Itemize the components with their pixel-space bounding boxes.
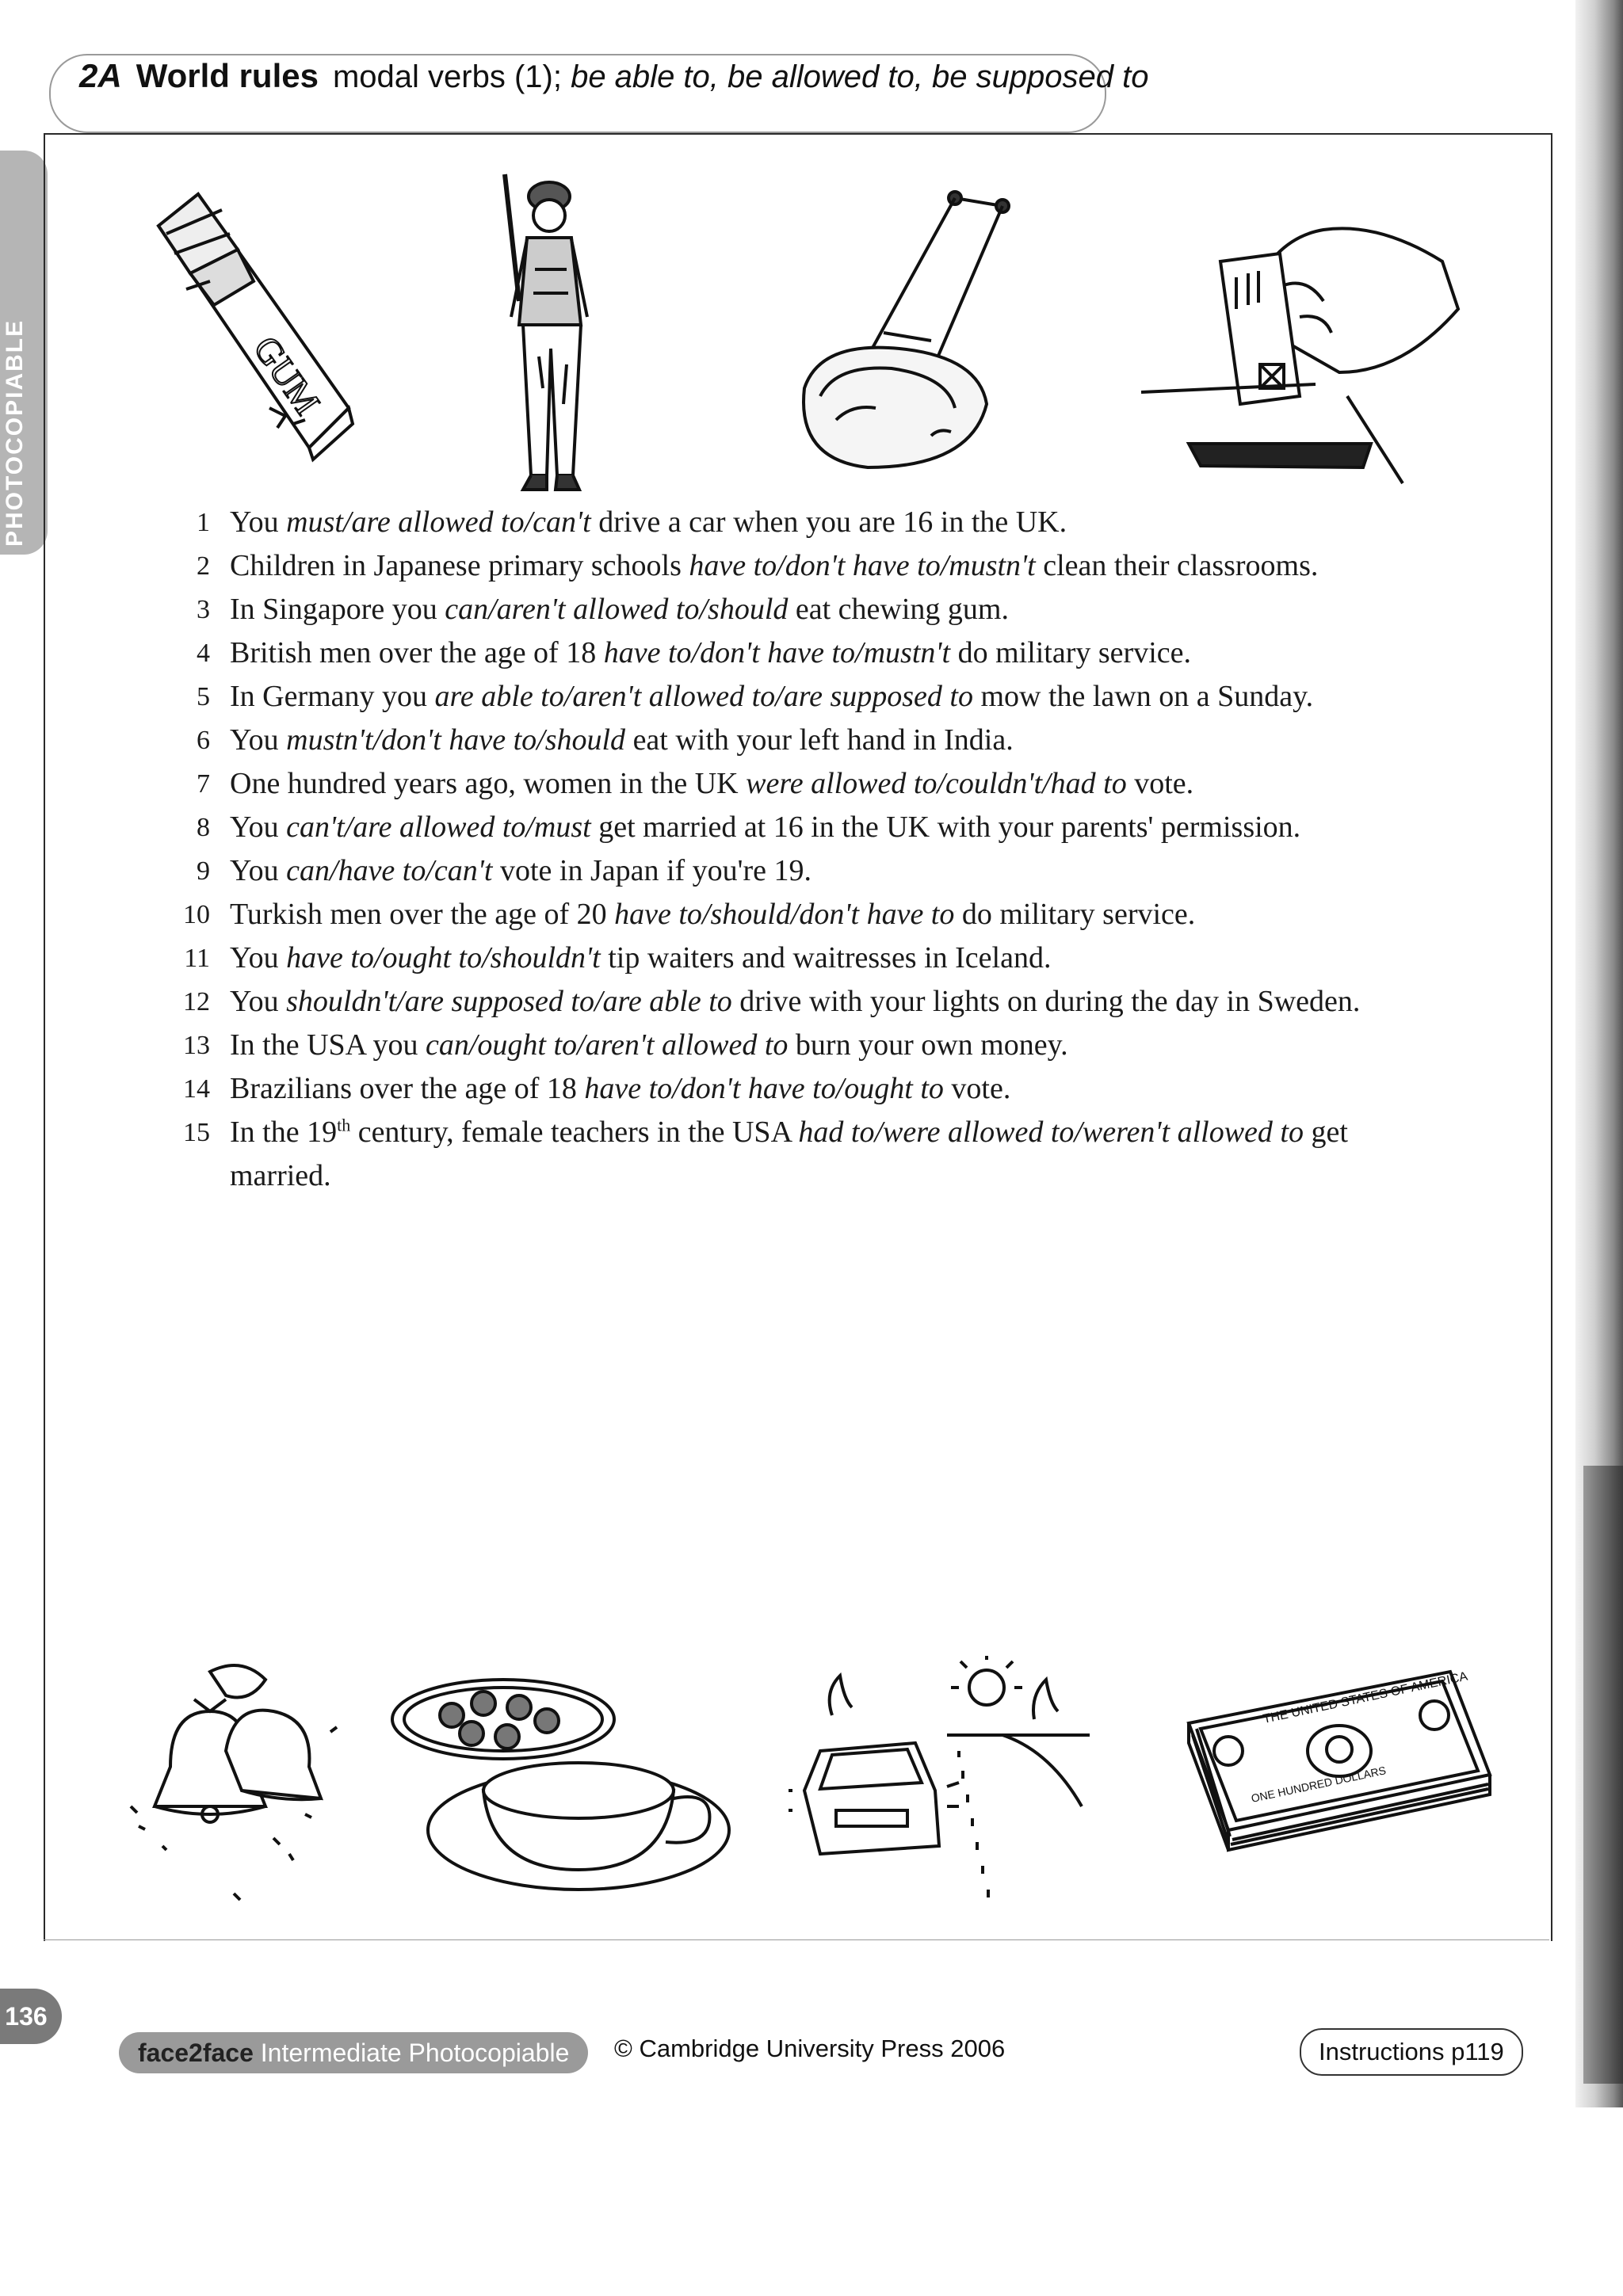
exercise-list (135, 501, 1403, 1198)
exercise-item (135, 936, 1403, 980)
item-number: 14 (183, 1074, 210, 1104)
copyright-notice: © Cambridge University Press 2006 (614, 2035, 1006, 2062)
sentence-text: You (230, 854, 287, 887)
answer-options: are able to/aren't allowed to/are supposed to (434, 680, 973, 713)
answer-options: have to/ought to/shouldn't (286, 941, 601, 974)
item-number: 9 (197, 856, 210, 886)
page-number: 136 (0, 1989, 62, 2044)
frame-divider (44, 1939, 1549, 1940)
superscript: th (337, 1115, 351, 1135)
answer-options: can/aren't allowed to/should (445, 593, 789, 626)
sentence-text: eat chewing gum. (788, 593, 1009, 626)
answer-options: have to/don't have to/mustn't (689, 549, 1036, 582)
sentence-text: In the USA you (230, 1028, 426, 1062)
sentence-text: Children in Japanese primary schools (230, 549, 689, 582)
sentence-text: tip waiters and waitresses in Iceland. (600, 941, 1052, 974)
sentence-text: You (230, 810, 287, 844)
exercise-item (135, 806, 1403, 849)
svg-text:GUM: GUM (246, 329, 328, 422)
exercise-item (135, 588, 1403, 631)
answer-options: had to/were allowed to/weren't allowed to (798, 1116, 1304, 1149)
dollar-bills-illustration (1181, 1664, 1498, 1862)
sentence-text: You (230, 941, 287, 974)
exercise-item (135, 762, 1403, 806)
page-title: World rules (136, 57, 319, 94)
sentence-text: eat with your left hand in India. (625, 723, 1014, 757)
answer-options: have to/don't have to/ought to (584, 1072, 944, 1105)
exercise-item (135, 675, 1403, 719)
unit-code: 2A (79, 57, 122, 94)
side-tab-label: PHOTOCOPIABLE (2, 318, 28, 547)
exercise-item (135, 1111, 1403, 1198)
item-number: 6 (197, 726, 210, 755)
item-number: 4 (197, 639, 210, 668)
sentence-text: British men over the age of 18 (230, 636, 604, 669)
item-number: 8 (197, 813, 210, 842)
sentence-text: vote. (1126, 767, 1194, 800)
instructions-reference: Instructions p119 (1300, 2028, 1523, 2076)
sentence-text: You (230, 985, 287, 1018)
item-number: 10 (183, 900, 210, 929)
sentence-text: In Germany you (230, 680, 435, 713)
sentence-text: vote. (943, 1072, 1011, 1105)
sentence-text: do military service. (950, 636, 1191, 669)
item-number: 1 (197, 508, 210, 537)
sentence-text: You (230, 505, 287, 539)
svg-text:THE UNITED STATES OF AMERICA: THE UNITED STATES OF AMERICA (1262, 1669, 1469, 1726)
exercise-item (135, 849, 1403, 893)
sentence-text: get married. (230, 1116, 1348, 1192)
sentence-text: burn your own money. (788, 1028, 1068, 1062)
exercise-item (135, 544, 1403, 588)
sentence-text: do military service. (954, 898, 1196, 931)
answer-options: have to/should/don't have to (614, 898, 955, 931)
sentence-text: clean their classrooms. (1035, 549, 1319, 582)
answer-options: can/ought to/aren't allowed to (426, 1028, 789, 1062)
exercise-item (135, 501, 1403, 544)
soldier-illustration (487, 166, 606, 499)
ballot-box-illustration (1141, 214, 1466, 491)
answer-options: have to/don't have to/mustn't (603, 636, 951, 669)
sentence-text: Brazilians over the age of 18 (230, 1072, 585, 1105)
sentence-text: get married at 16 in the UK with your parents' permission. (590, 810, 1301, 844)
answer-options: must/are allowed to/can't (286, 505, 591, 539)
exercise-item (135, 1067, 1403, 1111)
series-name: face2face (138, 2039, 254, 2067)
answer-options: shouldn't/are supposed to/are able to (286, 985, 732, 1018)
exercise-item (135, 631, 1403, 675)
answer-options: mustn't/don't have to/should (286, 723, 626, 757)
sentence-text: Turkish men over the age of 20 (230, 898, 615, 931)
plate-and-cup-illustration (388, 1672, 737, 1901)
subtitle-plain: modal verbs (1); (332, 59, 562, 94)
page-header (79, 57, 1149, 95)
answer-options: can't/are allowed to/must (286, 810, 591, 844)
answer-options: were allowed to/couldn't/had to (746, 767, 1127, 800)
subtitle-italic: be able to, be allowed to, be supposed to (571, 59, 1149, 94)
wedding-bells-illustration (115, 1656, 353, 1917)
sentence-text: One hundred years ago, women in the UK (230, 767, 747, 800)
series-subtitle: Intermediate Photocopiable (260, 2039, 570, 2067)
car-headlights-illustration (789, 1656, 1090, 1909)
svg-text:ONE HUNDRED DOLLARS: ONE HUNDRED DOLLARS (1250, 1764, 1388, 1805)
lawn-mower-illustration (773, 182, 1026, 483)
item-number: 13 (183, 1031, 210, 1060)
exercise-item (135, 980, 1403, 1024)
sentence-text: drive with your lights on during the day in Sweden. (731, 985, 1361, 1018)
chewing-gum-illustration (143, 178, 357, 463)
exercise-item (135, 1024, 1403, 1067)
item-number: 7 (197, 769, 210, 799)
item-number: 5 (197, 682, 210, 711)
item-number: 3 (197, 595, 210, 624)
sentence-text: In Singapore you (230, 593, 445, 626)
answer-options: can/have to/can't (286, 854, 493, 887)
exercise-item (135, 893, 1403, 936)
sentence-text: drive a car when you are 16 in the UK. (590, 505, 1067, 539)
item-number: 2 (197, 551, 210, 581)
sentence-text: In the 19 (230, 1116, 338, 1149)
sentence-text: century, female teachers in the USA (350, 1116, 799, 1149)
sentence-text: vote in Japan if you're 19. (492, 854, 812, 887)
item-number: 12 (183, 987, 210, 1016)
page-edge-shadow-lower (1583, 1466, 1623, 2084)
item-number: 15 (183, 1118, 210, 1147)
series-label (119, 2032, 588, 2073)
exercise-item (135, 719, 1403, 762)
sentence-text: mow the lawn on a Sunday. (972, 680, 1314, 713)
sentence-text: You (230, 723, 287, 757)
item-number: 11 (184, 944, 210, 973)
